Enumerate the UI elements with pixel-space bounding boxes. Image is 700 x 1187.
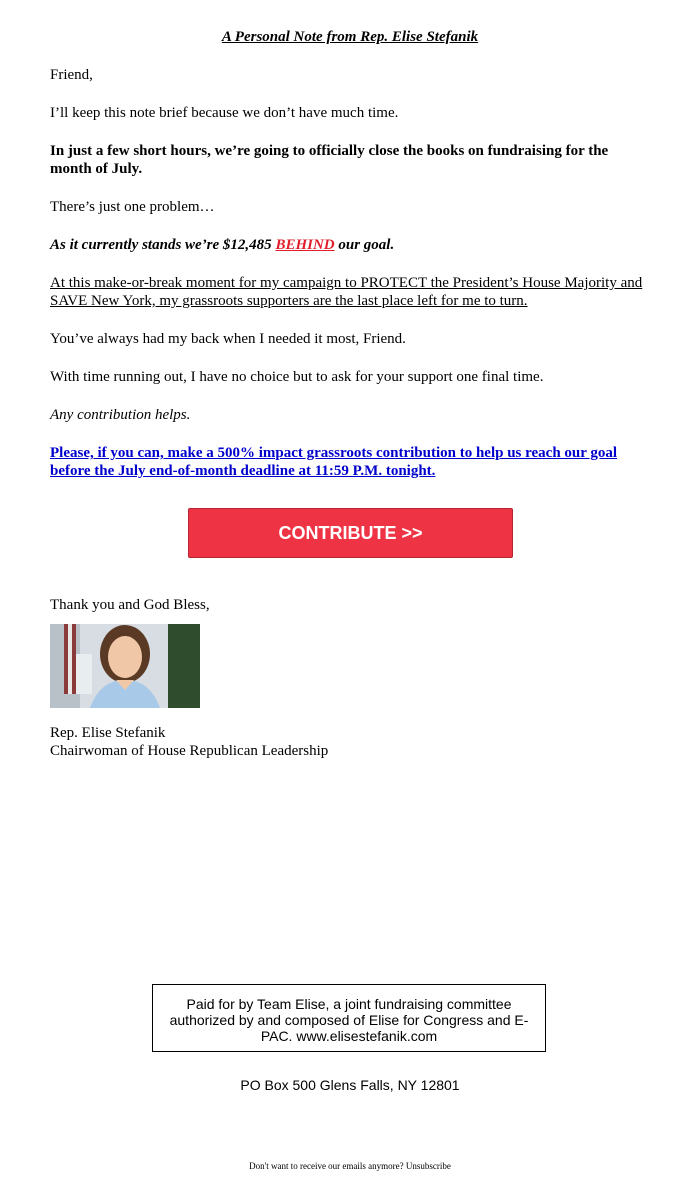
unsubscribe-link[interactable]: Don't want to receive our emails anymore? Unsubscribe <box>249 1161 451 1171</box>
portrait-image <box>50 624 200 708</box>
portrait-photo <box>50 624 200 708</box>
paragraph-goal-status <box>50 236 650 254</box>
paragraph-problem: There’s just one problem… <box>50 199 215 215</box>
signature-name: Rep. Elise Stefanik <box>50 725 166 741</box>
closing-line: Thank you and God Bless, <box>50 597 210 613</box>
paragraph-intro: I’ll keep this note brief because we don’t have much time. <box>50 105 399 121</box>
behind-link[interactable]: BEHIND <box>275 237 335 253</box>
greeting: Friend, <box>50 67 93 83</box>
contribute-text-link[interactable]: Please, if you can, make a 500% impact grassroots contribution to help us reach our goal before the July end-of-month deadline at 11:59 P.M. tonight. <box>50 445 618 479</box>
goal-status-text-before: As it currently stands we’re $12,485 <box>50 237 276 253</box>
email-title: A Personal Note from Rep. Elise Stefanik <box>221 29 479 45</box>
paragraph-any-contribution: Any contribution helps. <box>50 407 191 423</box>
signature-title: Chairwoman of House Republican Leadership <box>50 743 329 759</box>
goal-status-text-after: our goal. <box>334 237 395 253</box>
mailing-address: PO Box 500 Glens Falls, NY 12801 <box>240 1077 460 1093</box>
paid-for-disclaimer: Paid for by Team Elise, a joint fundraising committee authorized by and composed of Elise for Congress and E-PAC. www.elisestefanik.com <box>152 984 546 1052</box>
paragraph-had-my-back: You’ve always had my back when I needed it most, Friend. <box>50 331 406 347</box>
paragraph-final-ask: With time running out, I have no choice but to ask for your support one final time. <box>50 369 544 385</box>
paragraph-make-or-break[interactable]: At this make-or-break moment for my campaign to PROTECT the President’s House Majority and SAVE New York, my grassroots supporters are the last place left for me to turn. <box>50 275 643 309</box>
contribute-button[interactable]: CONTRIBUTE >> <box>188 508 513 558</box>
paragraph-deadline: In just a few short hours, we’re going to officially close the books on fundraising for the month of July. <box>50 143 609 177</box>
